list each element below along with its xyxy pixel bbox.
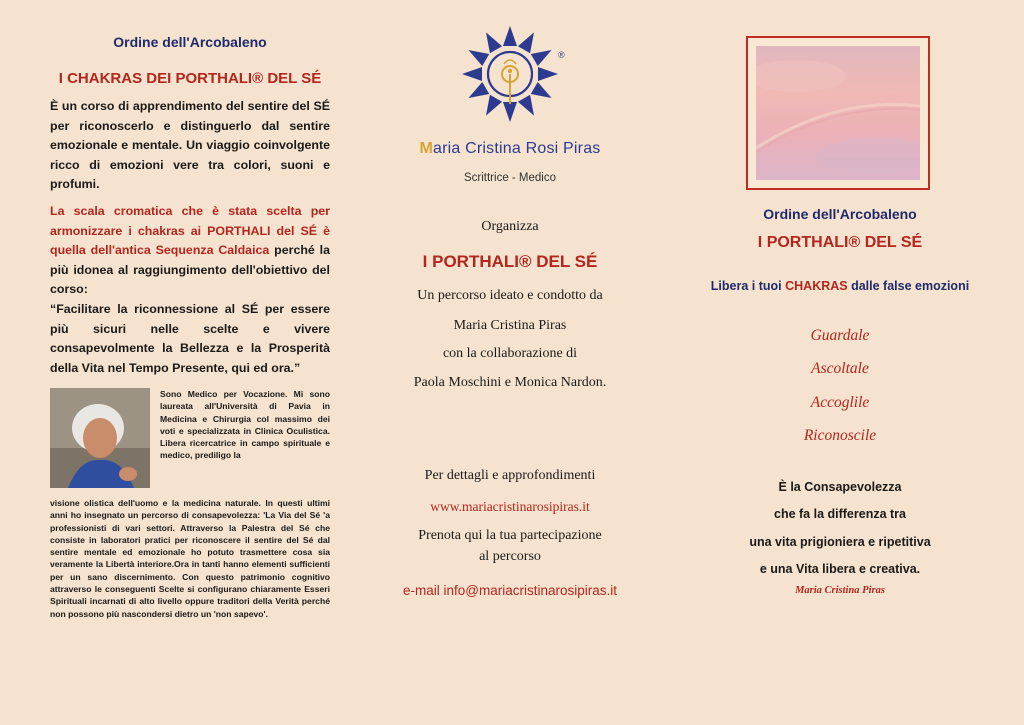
left-color-paragraph-rest: perché la più idonea al raggiungimento dell'obiettivo del corso: [50,243,330,296]
right-subtitle-c: dalle false emozioni [847,279,970,293]
right-org-title: Ordine dell'Arcobaleno [763,206,917,222]
signature: Maria Cristina Piras [795,585,885,596]
email-link[interactable]: e-mail info@mariacristinarosipiras.it [402,583,617,598]
quote-line-3: una vita prigioniera e ripetitiva [749,535,931,549]
right-subtitle-a: Libera i tuoi [710,279,786,293]
sun-logo-icon [460,22,560,127]
author-bio-top: Sono Medico per Vocazione. Mi sono laureata all'Università di Pavia in Medicina e Chirurgia col massimo dei voti e specializzata in Clinica Oculistica. Libera ricercatrice in campo spirituale e medico, prediligo la [160,389,330,461]
middle-line-1: Un percorso ideato e condotto da [417,288,603,303]
rainbow-photo [756,46,920,180]
registered-mark: ® [558,50,565,60]
verb-ascoltale: Ascoltale [811,360,869,377]
right-course-title: I PORTHALI® DEL SÉ [757,234,923,251]
author-name-rest: aria Cristina Rosi Piras [433,140,601,157]
right-subtitle [690,279,990,293]
middle-panel [360,0,660,725]
verb-guardale: Guardale [810,327,870,344]
booking-line-2: al percorso [479,549,541,564]
left-org-title: Ordine dell'Arcobaleno [113,34,267,50]
details-label: Per dettagli e approfondimenti [424,468,596,483]
author-subtitle: Scrittrice - Medico [463,172,557,184]
left-color-paragraph [50,202,330,300]
left-color-paragraph-red: La scala cromatica che è stata scelta per armonizzare i chakras ai PORTHALI del SÉ è quella dell'antica Sequenza Caldaica [50,204,330,257]
middle-line-2: Maria Cristina Piras [453,318,567,333]
website-link[interactable]: www.mariacristinarosipiras.it [430,499,590,514]
organizza-label: Organizza [481,219,539,234]
left-course-title: I CHAKRAS DEI PORTHALI® DEL SÉ [58,70,322,87]
left-objective-quote: “Facilitare la riconnessione al SÉ per essere più sicuri nelle scelte e vivere consapevolmente la Bellezza e la Prosperità della Vita nel Tempo Presente, qui ed ora.” [50,302,330,375]
right-panel [690,0,990,725]
author-photo-illustration [50,388,150,488]
rainbow-photo-frame [746,36,930,190]
middle-course-title: I PORTHALI® DEL SÉ [422,252,598,271]
verb-riconoscile: Riconoscile [803,427,877,444]
author-photo [50,388,150,488]
rainbow-illustration [756,46,920,180]
author-name-logo [360,140,660,158]
author-name-initial: M [419,140,433,157]
quote-line-1: È la Consapevolezza [778,480,902,494]
booking-line-1: Prenota qui la tua partecipazione [418,528,602,543]
left-intro-paragraph: È un corso di apprendimento del sentire del SÉ per riconoscerlo e distinguerlo dal sentire emozionale e mentale. Un viaggio coinvolgente ricco di emozioni vere tra colori, suoni e profumi. [50,99,330,191]
verb-accoglile: Accoglile [810,394,870,411]
quote-line-2: che fa la differenza tra [774,507,906,521]
quote-line-4: e una Vita libera e creativa. [759,562,921,576]
author-bio-bottom: visione olistica dell'uomo e la medicina naturale. In questi ultimi anni ho insegnato un percorso di consapevolezza: 'La Via del Sé 'a professionisti di vari settori. Attraverso la Palestra del Sé che consiste in laboratori pratici per riconoscere il sentire del Sé dal sentire mentale ed emozionale ho potuto trasmettere cosa sia veramente la Libertà interiore.Ora in tanti hanno elementi sufficienti per un sano discernimento. Con questo patrimonio cognitivo attraverso le conseguenti Scelte si configurano chiaramente Esseri Spirituali incarnati di alto livello oppure traditori della Verità perché non possono più nascondersi dietro un 'non sapevo'. [50,498,330,619]
right-subtitle-chakras: CHAKRAS [785,279,848,293]
left-panel [50,0,330,725]
middle-line-4: Paola Moschini e Monica Nardon. [413,375,607,390]
sun-logo [460,22,565,127]
middle-line-3: con la collaborazione di [442,346,578,361]
